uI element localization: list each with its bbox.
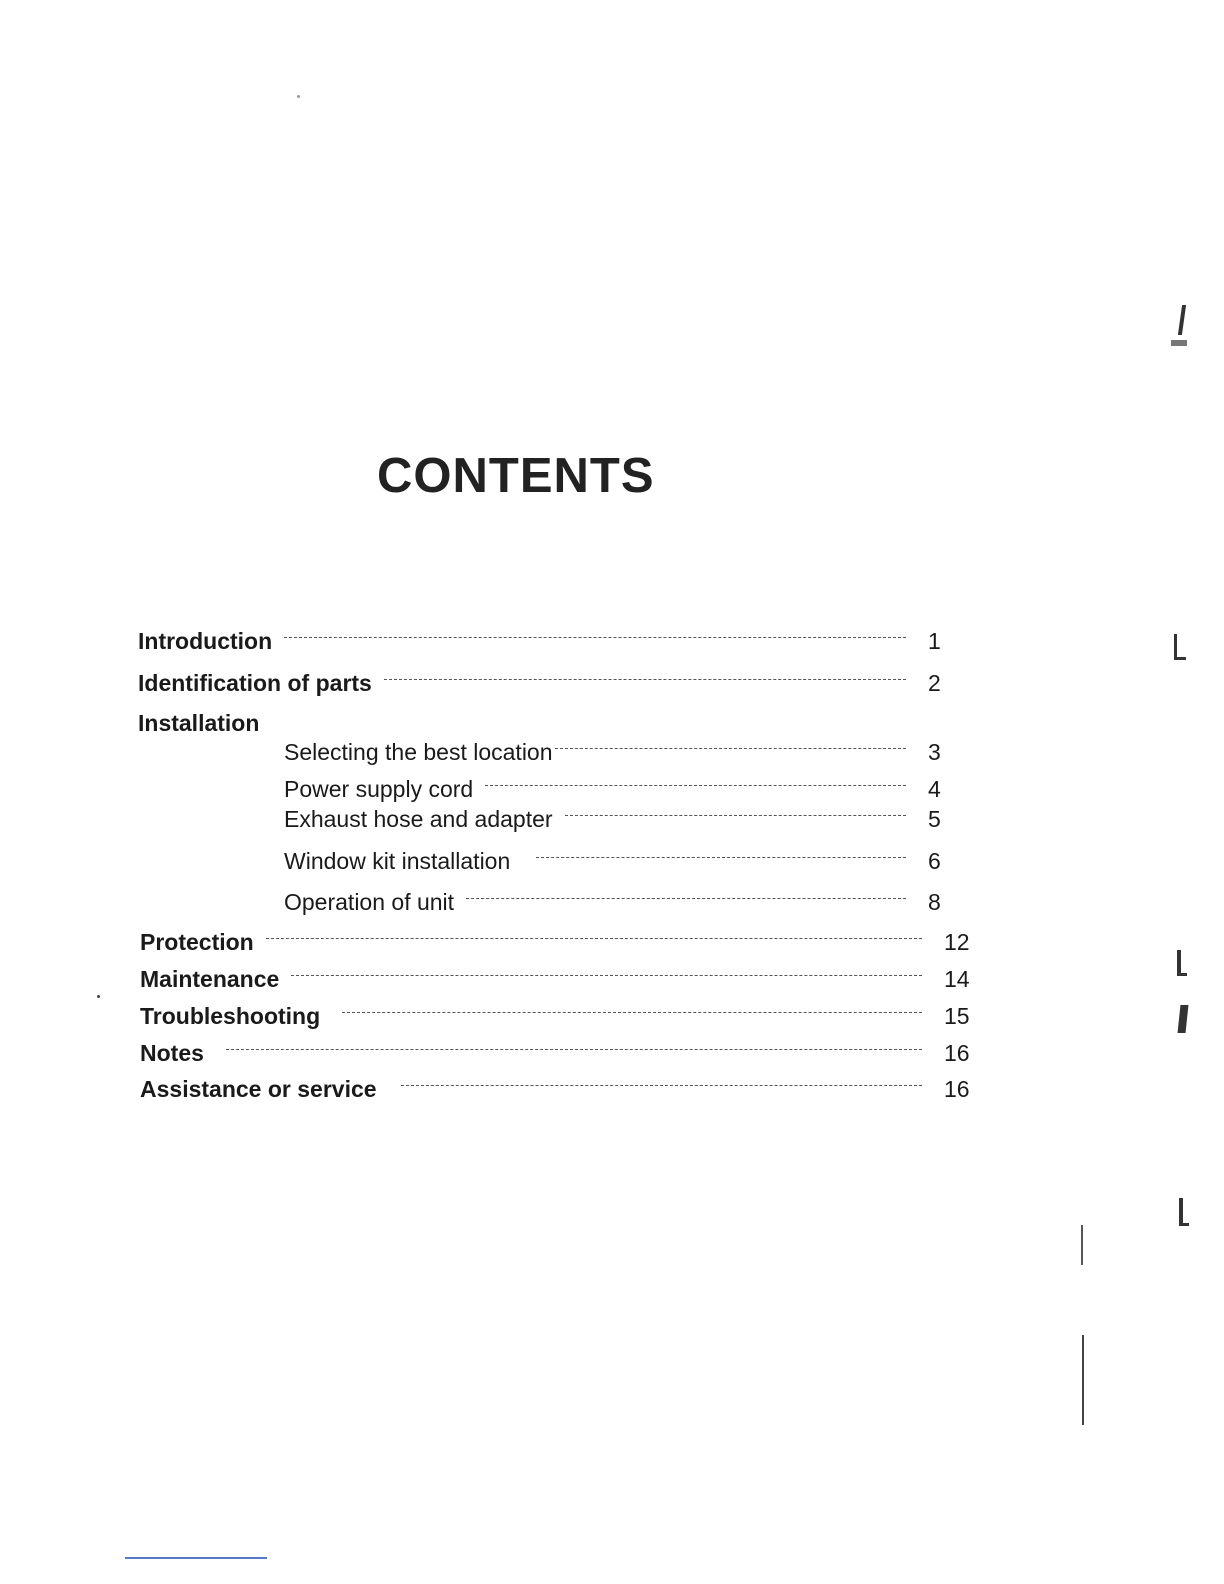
toc-entry-label: Power supply cord bbox=[284, 775, 474, 802]
toc-leader bbox=[565, 815, 906, 816]
toc-entry-page: 5 bbox=[928, 805, 941, 832]
scan-artifact bbox=[1171, 340, 1187, 346]
scan-artifact bbox=[1174, 657, 1186, 660]
toc-entry-label: Troubleshooting bbox=[140, 1002, 321, 1029]
toc-section-installation bbox=[138, 708, 538, 738]
toc-entry-page: 16 bbox=[944, 1039, 970, 1066]
toc-entry-page: 6 bbox=[928, 847, 941, 874]
scan-artifact bbox=[297, 95, 300, 98]
toc-leader bbox=[226, 1049, 922, 1050]
scan-artifact bbox=[1081, 1225, 1083, 1265]
toc-leader bbox=[284, 637, 906, 638]
toc-entry-power-supply-cord bbox=[284, 774, 958, 804]
scan-artifact bbox=[1179, 1223, 1189, 1226]
toc-entry-label: Exhaust hose and adapter bbox=[284, 805, 553, 832]
toc-entry-label: Installation bbox=[138, 709, 260, 736]
toc-leader bbox=[555, 748, 906, 749]
toc-leader bbox=[384, 679, 906, 680]
toc-entry-introduction bbox=[138, 626, 958, 656]
toc-entry-exhaust-hose bbox=[284, 804, 958, 834]
scan-artifact bbox=[1179, 1198, 1183, 1226]
toc-entry-label: Notes bbox=[140, 1039, 204, 1066]
toc-leader bbox=[291, 975, 922, 976]
toc-entry-label: Identification of parts bbox=[138, 669, 372, 696]
toc-entry-maintenance bbox=[140, 964, 974, 994]
toc-entry-label: Window kit installation bbox=[284, 847, 511, 874]
toc-entry-troubleshooting bbox=[140, 1001, 974, 1031]
toc-entry-page: 2 bbox=[928, 669, 941, 696]
toc-leader bbox=[266, 938, 922, 939]
page-title: CONTENTS bbox=[377, 449, 655, 503]
scan-artifact bbox=[1082, 1335, 1084, 1425]
toc-leader bbox=[466, 898, 906, 899]
toc-entry-page: 1 bbox=[928, 627, 941, 654]
toc-entry-page: 14 bbox=[944, 965, 970, 992]
toc-entry-label: Operation of unit bbox=[284, 888, 455, 915]
toc-entry-selecting-location bbox=[284, 737, 958, 767]
toc-entry-protection bbox=[140, 927, 974, 957]
toc-entry-label: Maintenance bbox=[140, 965, 280, 992]
scan-artifact bbox=[1177, 973, 1187, 976]
toc-leader bbox=[536, 857, 906, 858]
toc-entry-page: 15 bbox=[944, 1002, 970, 1029]
toc-entry-identification-of-parts bbox=[138, 668, 958, 698]
toc-entry-assistance-or-service bbox=[140, 1074, 974, 1104]
toc-leader bbox=[401, 1085, 922, 1086]
toc-entry-label: Assistance or service bbox=[140, 1075, 377, 1102]
toc-leader bbox=[485, 785, 906, 786]
toc-entry-label: Introduction bbox=[138, 627, 273, 654]
toc-entry-label: Selecting the best location bbox=[284, 738, 553, 765]
toc-entry-page: 3 bbox=[928, 738, 941, 765]
toc-entry-page: 8 bbox=[928, 888, 941, 915]
scan-artifact bbox=[97, 995, 100, 998]
toc-entry-page: 16 bbox=[944, 1075, 970, 1102]
scan-artifact bbox=[1178, 305, 1186, 335]
scan-artifact bbox=[125, 1557, 267, 1559]
toc-leader bbox=[342, 1012, 922, 1013]
scan-artifact bbox=[1178, 1005, 1189, 1033]
toc-entry-label: Protection bbox=[140, 928, 254, 955]
toc-entry-window-kit bbox=[284, 846, 958, 876]
toc-entry-operation-of-unit bbox=[284, 887, 958, 917]
toc-entry-page: 12 bbox=[944, 928, 970, 955]
toc-entry-page: 4 bbox=[928, 775, 941, 802]
toc-entry-notes bbox=[140, 1038, 974, 1068]
